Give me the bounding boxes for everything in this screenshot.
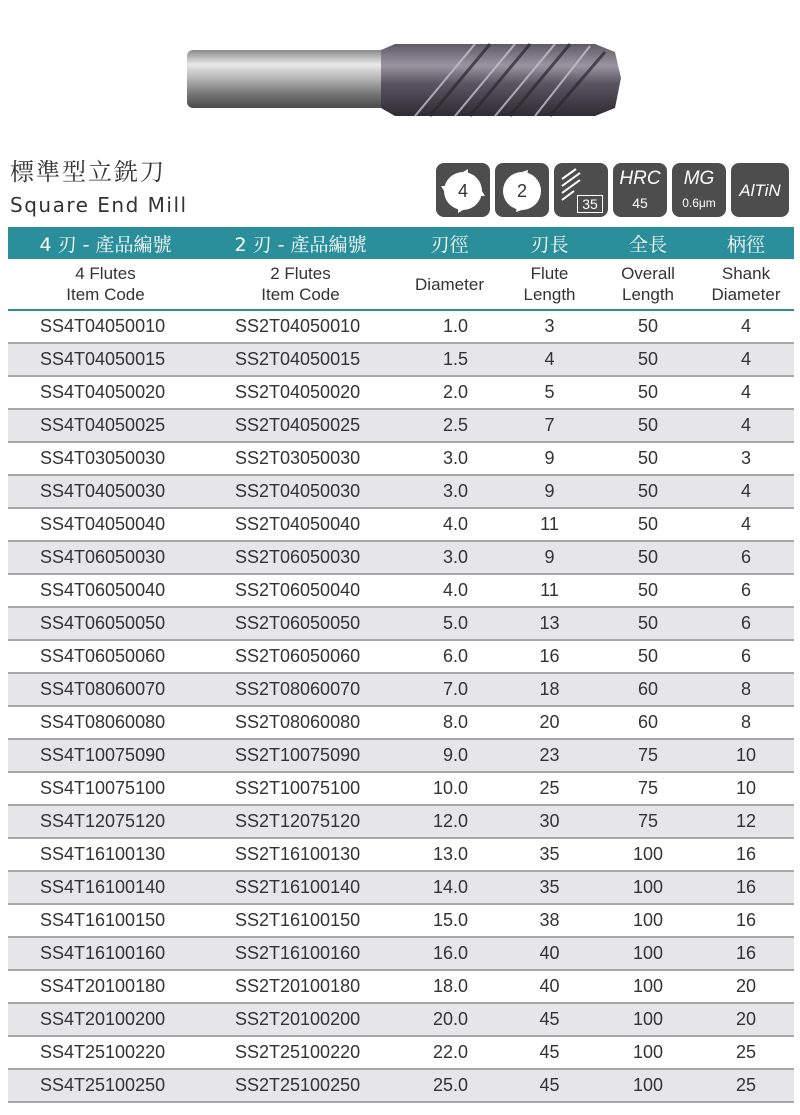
header-flute-length-zh: 刃長: [501, 227, 598, 259]
table-row: [8, 706, 794, 739]
flute-length-cell: 9: [501, 442, 598, 475]
diameter-cell: 4.0: [398, 508, 501, 541]
flute-length-cell: 35: [501, 838, 598, 871]
flute-length-cell: 11: [501, 574, 598, 607]
shank-diameter-cell: 25: [698, 1036, 794, 1069]
overall-length-cell: 60: [598, 673, 698, 706]
overall-length-cell: 50: [598, 475, 698, 508]
flute-length-cell: 23: [501, 739, 598, 772]
diameter-cell: 3.0: [398, 541, 501, 574]
shank-diameter-cell: 16: [698, 871, 794, 904]
diameter-cell: 16.0: [398, 937, 501, 970]
table-row: [8, 409, 794, 442]
table-row: [8, 772, 794, 805]
shank-diameter-cell: 4: [698, 475, 794, 508]
item-code-4-flute-cell: SS4T06050040: [8, 574, 203, 607]
overall-length-cell: 75: [598, 805, 698, 838]
four-flute-value: 4: [457, 181, 468, 201]
item-code-4-flute-cell: SS4T04050030: [8, 475, 203, 508]
item-code-4-flute-cell: SS4T25100220: [8, 1036, 203, 1069]
hrc-label: HRC: [619, 168, 661, 189]
diameter-cell: 12.0: [398, 805, 501, 838]
two-flute-badge: [495, 163, 549, 217]
flute-length-cell: 30: [501, 805, 598, 838]
item-code-2-flute-cell: SS2T04050030: [203, 475, 398, 508]
flute-length-cell: 9: [501, 541, 598, 574]
header-4-flute-code-en: 4 Flutes Item Code: [8, 259, 203, 310]
shank-diameter-cell: 4: [698, 343, 794, 376]
flute-length-cell: 45: [501, 1036, 598, 1069]
item-code-4-flute-cell: SS4T16100130: [8, 838, 203, 871]
table-row: [8, 838, 794, 871]
header-diameter-en: Diameter: [398, 259, 501, 310]
flute-length-cell: 4: [501, 343, 598, 376]
overall-length-cell: 100: [598, 970, 698, 1003]
header-overall-length-zh: 全長: [598, 227, 698, 259]
flute-length-cell: 40: [501, 937, 598, 970]
shank-diameter-cell: 4: [698, 376, 794, 409]
shank-diameter-cell: 8: [698, 706, 794, 739]
overall-length-cell: 100: [598, 871, 698, 904]
table-row: [8, 871, 794, 904]
item-code-4-flute-cell: SS4T25100250: [8, 1069, 203, 1102]
diameter-cell: 1.0: [398, 310, 501, 343]
item-code-2-flute-cell: SS2T04050040: [203, 508, 398, 541]
flute-length-cell: 13: [501, 607, 598, 640]
header-2-flute-code-en: 2 Flutes Item Code: [203, 259, 398, 310]
micro-grain-value: 0.6μm: [682, 196, 716, 210]
item-code-4-flute-cell: SS4T06050060: [8, 640, 203, 673]
item-code-4-flute-cell: SS4T10075100: [8, 772, 203, 805]
overall-length-cell: 100: [598, 904, 698, 937]
header-shank-diameter-zh: 柄徑: [698, 227, 794, 259]
diameter-cell: 22.0: [398, 1036, 501, 1069]
shank-diameter-cell: 6: [698, 574, 794, 607]
overall-length-cell: 60: [598, 706, 698, 739]
overall-length-cell: 50: [598, 508, 698, 541]
item-code-4-flute-cell: SS4T04050025: [8, 409, 203, 442]
item-code-2-flute-cell: SS2T16100130: [203, 838, 398, 871]
overall-length-cell: 50: [598, 541, 698, 574]
overall-length-cell: 75: [598, 772, 698, 805]
item-code-2-flute-cell: SS2T04050015: [203, 343, 398, 376]
overall-length-cell: 75: [598, 739, 698, 772]
diameter-cell: 6.0: [398, 640, 501, 673]
table-row: [8, 640, 794, 673]
shank-diameter-cell: 3: [698, 442, 794, 475]
item-code-2-flute-cell: SS2T12075120: [203, 805, 398, 838]
table-row: [8, 607, 794, 640]
diameter-cell: 3.0: [398, 475, 501, 508]
micro-grain-badge: [672, 163, 726, 217]
product-title-english: Square End Mill: [10, 193, 188, 217]
diameter-cell: 8.0: [398, 706, 501, 739]
shank-diameter-cell: 12: [698, 805, 794, 838]
shank-diameter-cell: 16: [698, 937, 794, 970]
end-mill-image: [185, 38, 625, 123]
item-code-4-flute-cell: SS4T04050010: [8, 310, 203, 343]
micro-grain-label: MG: [683, 168, 715, 189]
diameter-cell: 2.5: [398, 409, 501, 442]
flute-length-cell: 9: [501, 475, 598, 508]
overall-length-cell: 100: [598, 937, 698, 970]
table-row: [8, 541, 794, 574]
coating-badge: [731, 163, 789, 217]
item-code-2-flute-cell: SS2T04050010: [203, 310, 398, 343]
table-row: [8, 1036, 794, 1069]
product-title-chinese: 標準型立銑刀: [10, 158, 166, 186]
table-row: [8, 904, 794, 937]
flute-length-cell: 45: [501, 1003, 598, 1036]
diameter-cell: 9.0: [398, 739, 501, 772]
item-code-2-flute-cell: SS2T03050030: [203, 442, 398, 475]
shank-diameter-cell: 4: [698, 310, 794, 343]
header-flute-length-en: Flute Length: [501, 259, 598, 310]
header-diameter-zh: 刃徑: [398, 227, 501, 259]
item-code-2-flute-cell: SS2T16100140: [203, 871, 398, 904]
shank-diameter-cell: 4: [698, 508, 794, 541]
header-overall-length-en: Overall Length: [598, 259, 698, 310]
spec-table: [8, 227, 794, 1103]
table-row: [8, 508, 794, 541]
diameter-cell: 10.0: [398, 772, 501, 805]
helix-angle-badge: [554, 163, 608, 217]
shank-diameter-cell: 10: [698, 772, 794, 805]
helix-angle-value: 35: [577, 195, 603, 213]
shank-diameter-cell: 16: [698, 838, 794, 871]
item-code-2-flute-cell: SS2T06050060: [203, 640, 398, 673]
diameter-cell: 20.0: [398, 1003, 501, 1036]
header-2-flute-code-zh: 2 刃 - 產品編號: [203, 227, 398, 259]
diameter-cell: 4.0: [398, 574, 501, 607]
diameter-cell: 5.0: [398, 607, 501, 640]
table-row: [8, 310, 794, 343]
table-row: [8, 574, 794, 607]
diameter-cell: 1.5: [398, 343, 501, 376]
overall-length-cell: 100: [598, 1003, 698, 1036]
item-code-2-flute-cell: SS2T08060080: [203, 706, 398, 739]
shank-diameter-cell: 20: [698, 970, 794, 1003]
item-code-2-flute-cell: SS2T25100220: [203, 1036, 398, 1069]
item-code-2-flute-cell: SS2T08060070: [203, 673, 398, 706]
flute-length-cell: 7: [501, 409, 598, 442]
item-code-2-flute-cell: SS2T10075090: [203, 739, 398, 772]
overall-length-cell: 100: [598, 838, 698, 871]
item-code-2-flute-cell: SS2T06050040: [203, 574, 398, 607]
item-code-4-flute-cell: SS4T04050015: [8, 343, 203, 376]
flute-length-cell: 40: [501, 970, 598, 1003]
flute-length-cell: 3: [501, 310, 598, 343]
flute-length-cell: 18: [501, 673, 598, 706]
shank-diameter-cell: 20: [698, 1003, 794, 1036]
shank-diameter-cell: 6: [698, 640, 794, 673]
item-code-4-flute-cell: SS4T06050050: [8, 607, 203, 640]
flute-length-cell: 35: [501, 871, 598, 904]
spec-table-body: [8, 310, 794, 1102]
table-row: [8, 739, 794, 772]
two-flute-value: 2: [516, 181, 527, 201]
flute-length-cell: 16: [501, 640, 598, 673]
table-header-english: [8, 259, 794, 310]
item-code-2-flute-cell: SS2T25100250: [203, 1069, 398, 1102]
diameter-cell: 18.0: [398, 970, 501, 1003]
item-code-2-flute-cell: SS2T20100180: [203, 970, 398, 1003]
overall-length-cell: 100: [598, 1069, 698, 1102]
hrc-badge: [613, 163, 667, 217]
item-code-2-flute-cell: SS2T10075100: [203, 772, 398, 805]
shank-diameter-cell: 25: [698, 1069, 794, 1102]
coating-label: AlTiN: [739, 181, 781, 200]
table-row: [8, 1069, 794, 1102]
item-code-2-flute-cell: SS2T04050025: [203, 409, 398, 442]
item-code-2-flute-cell: SS2T16100150: [203, 904, 398, 937]
header-4-flute-code-zh: 4 刃 - 產品編號: [8, 227, 203, 259]
table-row: [8, 343, 794, 376]
diameter-cell: 14.0: [398, 871, 501, 904]
four-flute-badge: [436, 163, 490, 217]
item-code-4-flute-cell: SS4T20100180: [8, 970, 203, 1003]
shank-diameter-cell: 16: [698, 904, 794, 937]
overall-length-cell: 50: [598, 310, 698, 343]
diameter-cell: 13.0: [398, 838, 501, 871]
shank-diameter-cell: 8: [698, 673, 794, 706]
table-row: [8, 970, 794, 1003]
table-row: [8, 475, 794, 508]
diameter-cell: 2.0: [398, 376, 501, 409]
flute-length-cell: 11: [501, 508, 598, 541]
item-code-4-flute-cell: SS4T16100140: [8, 871, 203, 904]
item-code-4-flute-cell: SS4T06050030: [8, 541, 203, 574]
diameter-cell: 3.0: [398, 442, 501, 475]
item-code-4-flute-cell: SS4T03050030: [8, 442, 203, 475]
table-row: [8, 805, 794, 838]
overall-length-cell: 50: [598, 376, 698, 409]
flute-length-cell: 38: [501, 904, 598, 937]
item-code-2-flute-cell: SS2T04050020: [203, 376, 398, 409]
header-shank-diameter-en: Shank Diameter: [698, 259, 794, 310]
item-code-4-flute-cell: SS4T08060080: [8, 706, 203, 739]
item-code-4-flute-cell: SS4T16100160: [8, 937, 203, 970]
flute-length-cell: 45: [501, 1069, 598, 1102]
table-row: [8, 376, 794, 409]
flute-length-cell: 5: [501, 376, 598, 409]
diameter-cell: 25.0: [398, 1069, 501, 1102]
table-row: [8, 1003, 794, 1036]
item-code-4-flute-cell: SS4T16100150: [8, 904, 203, 937]
overall-length-cell: 50: [598, 640, 698, 673]
shank-diameter-cell: 6: [698, 607, 794, 640]
shank-diameter-cell: 10: [698, 739, 794, 772]
overall-length-cell: 50: [598, 409, 698, 442]
item-code-4-flute-cell: SS4T04050040: [8, 508, 203, 541]
table-row: [8, 673, 794, 706]
shank-diameter-cell: 6: [698, 541, 794, 574]
item-code-4-flute-cell: SS4T20100200: [8, 1003, 203, 1036]
hrc-value: 45: [632, 195, 648, 211]
flute-length-cell: 25: [501, 772, 598, 805]
diameter-cell: 15.0: [398, 904, 501, 937]
item-code-4-flute-cell: SS4T12075120: [8, 805, 203, 838]
table-header-chinese: [8, 227, 794, 259]
item-code-2-flute-cell: SS2T06050030: [203, 541, 398, 574]
table-row: [8, 937, 794, 970]
item-code-2-flute-cell: SS2T16100160: [203, 937, 398, 970]
item-code-2-flute-cell: SS2T20100200: [203, 1003, 398, 1036]
item-code-2-flute-cell: SS2T06050050: [203, 607, 398, 640]
diameter-cell: 7.0: [398, 673, 501, 706]
overall-length-cell: 50: [598, 442, 698, 475]
overall-length-cell: 50: [598, 574, 698, 607]
overall-length-cell: 50: [598, 607, 698, 640]
shank-diameter-cell: 4: [698, 409, 794, 442]
flute-length-cell: 20: [501, 706, 598, 739]
overall-length-cell: 100: [598, 1036, 698, 1069]
table-row: [8, 442, 794, 475]
item-code-4-flute-cell: SS4T08060070: [8, 673, 203, 706]
item-code-4-flute-cell: SS4T10075090: [8, 739, 203, 772]
overall-length-cell: 50: [598, 343, 698, 376]
item-code-4-flute-cell: SS4T04050020: [8, 376, 203, 409]
